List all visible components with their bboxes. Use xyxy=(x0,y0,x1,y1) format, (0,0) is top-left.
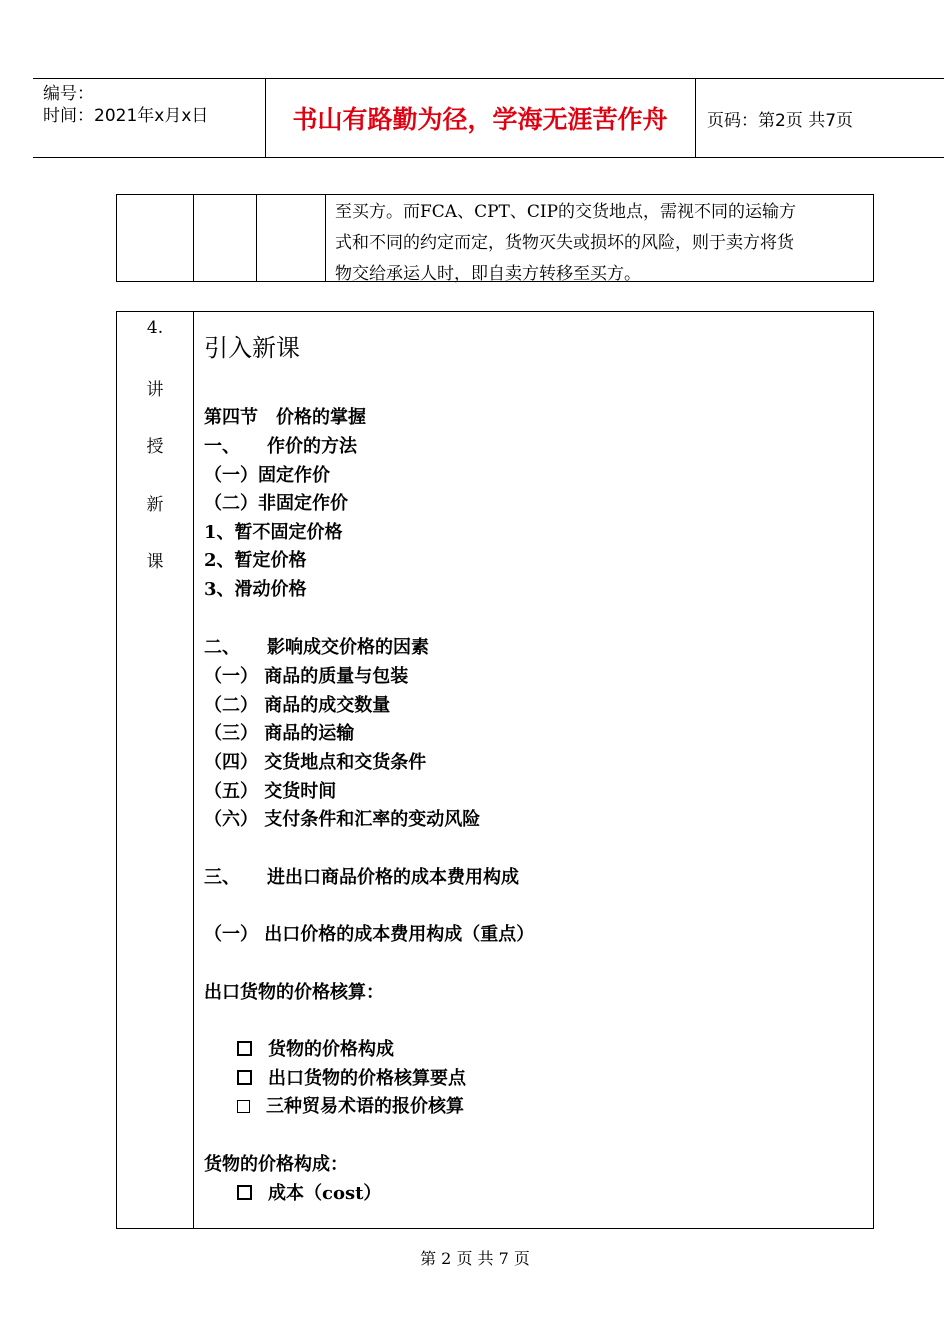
step-char: 课 xyxy=(146,552,164,572)
continuation-text xyxy=(335,197,865,290)
list-item: （四） 交货地点和交货条件 xyxy=(204,752,427,773)
list-item: 2、暂定价格 xyxy=(204,550,307,571)
lesson-table xyxy=(116,311,874,1229)
text-line: 式和不同的约定而定，货物灭失或损坏的风险，则于卖方将货 xyxy=(335,233,794,253)
column-divider xyxy=(325,195,326,281)
composition-title: 货物的价格构成： xyxy=(204,1154,348,1175)
bullet-item xyxy=(237,1092,464,1118)
step-char: 授 xyxy=(146,437,164,457)
list-item: 1、暂不固定价格 xyxy=(204,522,343,543)
list-item: （六） 支付条件和汇率的变动风险 xyxy=(204,809,481,830)
list-item: （一）固定作价 xyxy=(204,465,330,486)
intro-heading: 引入新课 xyxy=(204,334,300,362)
column-divider xyxy=(256,195,257,281)
text-line: 物交给承运人时，即自卖方转移至买方。 xyxy=(335,264,641,284)
text-line: 至买方。而FCA、CPT、CIP的交货地点，需视不同的运输方 xyxy=(335,202,797,222)
list-item: （五） 交货时间 xyxy=(204,781,337,802)
checkbox-icon xyxy=(237,1070,252,1085)
list-item: 3、滑动价格 xyxy=(204,579,307,600)
checkbox-icon xyxy=(237,1041,252,1056)
section-title: 第四节 价格的掌握 xyxy=(204,407,366,428)
bullet-text: 成本（cost） xyxy=(268,1183,382,1204)
checkbox-icon xyxy=(237,1185,252,1200)
date-label: 时间：2021年x月x日 xyxy=(43,106,209,126)
bullet-item xyxy=(237,1064,466,1090)
step-number: 4. xyxy=(146,318,164,338)
column-divider xyxy=(193,312,194,1228)
bullet-text: 出口货物的价格核算要点 xyxy=(268,1068,466,1089)
header-divider xyxy=(695,79,696,157)
list-item: （二） 商品的成交数量 xyxy=(204,695,391,716)
checkbox-icon xyxy=(237,1100,250,1113)
bullet-item xyxy=(237,1179,381,1205)
bullet-text: 三种贸易术语的报价核算 xyxy=(266,1096,464,1117)
heading-1: 一、 作价的方法 xyxy=(204,436,357,457)
list-item: （一） 商品的质量与包装 xyxy=(204,666,409,687)
heading-2: 二、 影响成交价格的因素 xyxy=(204,637,429,658)
page-footer: 第 2 页 共 7 页 xyxy=(420,1249,530,1268)
number-label: 编号： xyxy=(43,84,94,104)
step-char: 讲 xyxy=(146,380,164,400)
bullet-item xyxy=(237,1035,394,1061)
accounting-title: 出口货物的价格核算： xyxy=(204,982,384,1003)
list-item: （二）非固定作价 xyxy=(204,493,348,514)
sub-heading: （一） 出口价格的成本费用构成（重点） xyxy=(204,924,535,945)
column-divider xyxy=(193,195,194,281)
header-left xyxy=(43,83,208,127)
list-item: （三） 商品的运输 xyxy=(204,723,355,744)
bullet-text: 货物的价格构成 xyxy=(268,1039,394,1060)
heading-3: 三、 进出口商品价格的成本费用构成 xyxy=(204,867,519,888)
step-char: 新 xyxy=(146,495,164,515)
header-motto: 书山有路勤为径，学海无涯苦作舟 xyxy=(292,105,668,134)
continuation-table xyxy=(116,194,874,282)
page-header xyxy=(33,78,944,158)
page-indicator: 页码：第2页 共7页 xyxy=(707,110,854,131)
